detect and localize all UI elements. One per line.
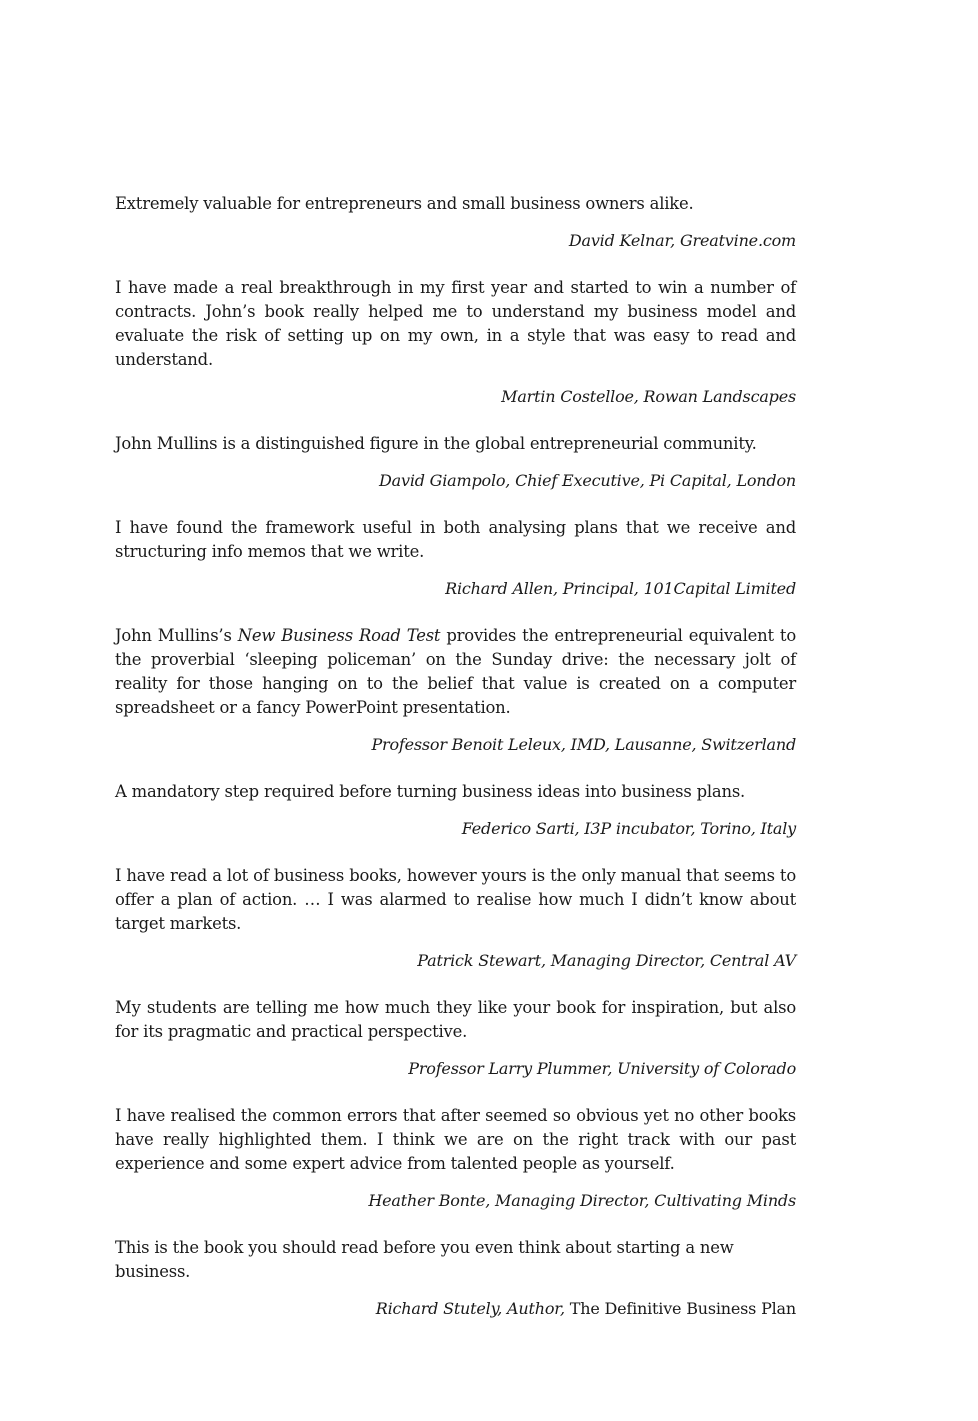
- testimonial: [115, 1104, 796, 1213]
- divider: [115, 493, 796, 516]
- divider: [115, 253, 796, 276]
- testimonials-page: [115, 192, 796, 1321]
- testimonial-quote: My students are telling me how much they like your book for inspiration, but also for its pragmatic and practical perspective.: [115, 998, 796, 1041]
- divider: [115, 1081, 796, 1104]
- testimonial-quote: Extremely valuable for entrepreneurs and small business owners alike.: [115, 194, 694, 213]
- testimonial-attribution: David Giampolo, Chief Executive, Pi Capital, London: [379, 471, 796, 490]
- testimonial-quote: A mandatory step required before turning business ideas into business plans.: [115, 782, 746, 801]
- testimonial: [115, 192, 796, 253]
- testimonial-quote: I have made a real breakthrough in my first year and started to win a number of contracts. John’s book really helped me to understand my business model and evaluate the risk of setting up on my own, in a style that was easy to read and understand.: [115, 278, 796, 369]
- testimonial-attribution: Federico Sarti, I3P incubator, Torino, Italy: [461, 819, 796, 838]
- quote-suffix: provides the entrepreneurial equivalent to the proverbial ‘sleeping policeman’ on the Sunday drive: the necessary jolt of reality for those hanging on to the belief that value is created on a computer spreadsheet or a fancy PowerPoint presentation.: [115, 626, 796, 717]
- quote-prefix: John Mullins’s: [115, 626, 238, 645]
- testimonial: [115, 516, 796, 601]
- testimonial-quote: John Mullins is a distinguished figure in the global entrepreneurial community.: [115, 434, 757, 453]
- book-title: The Definitive Business Plan: [569, 1299, 796, 1318]
- book-title: New Business Road Test: [237, 626, 441, 645]
- testimonial-attribution: Richard Allen, Principal, 101Capital Limited: [445, 579, 796, 598]
- testimonial-quote: [115, 624, 796, 720]
- testimonial-attribution: Professor Larry Plummer, University of Colorado: [408, 1059, 796, 1078]
- testimonial-quote: This is the book you should read before you even think about starting a new business.: [115, 1238, 734, 1281]
- testimonial-quote: I have read a lot of business books, however yours is the only manual that seems to offer a plan of action. … I was alarmed to realise how much I didn’t know about target markets.: [115, 866, 796, 933]
- divider: [115, 409, 796, 432]
- testimonial-attribution: Patrick Stewart, Managing Director, Central AV: [417, 951, 796, 970]
- divider: [115, 841, 796, 864]
- divider: [115, 601, 796, 624]
- testimonial-attribution: [115, 1297, 796, 1321]
- divider: [115, 973, 796, 996]
- testimonial-attribution: Professor Benoit Leleux, IMD, Lausanne, Switzerland: [371, 735, 796, 754]
- testimonial: [115, 1236, 796, 1321]
- testimonial-attribution: Martin Costelloe, Rowan Landscapes: [501, 387, 796, 406]
- testimonial: [115, 624, 796, 757]
- divider: [115, 757, 796, 780]
- testimonial-attribution: Heather Bonte, Managing Director, Cultivating Minds: [368, 1191, 796, 1210]
- testimonial: [115, 780, 796, 841]
- testimonial: [115, 276, 796, 409]
- testimonial-quote: I have realised the common errors that after seemed so obvious yet no other books have really highlighted them. I think we are on the right track with our past experience and some expert advice from talented people as yourself.: [115, 1106, 796, 1173]
- attribution-name: Richard Stutely, Author,: [375, 1299, 570, 1318]
- divider: [115, 1213, 796, 1236]
- testimonial: [115, 996, 796, 1081]
- testimonial-quote: I have found the framework useful in both analysing plans that we receive and structuring info memos that we write.: [115, 518, 796, 561]
- testimonial-attribution: David Kelnar, Greatvine.com: [568, 231, 796, 250]
- testimonial: [115, 864, 796, 973]
- testimonial: [115, 432, 796, 493]
